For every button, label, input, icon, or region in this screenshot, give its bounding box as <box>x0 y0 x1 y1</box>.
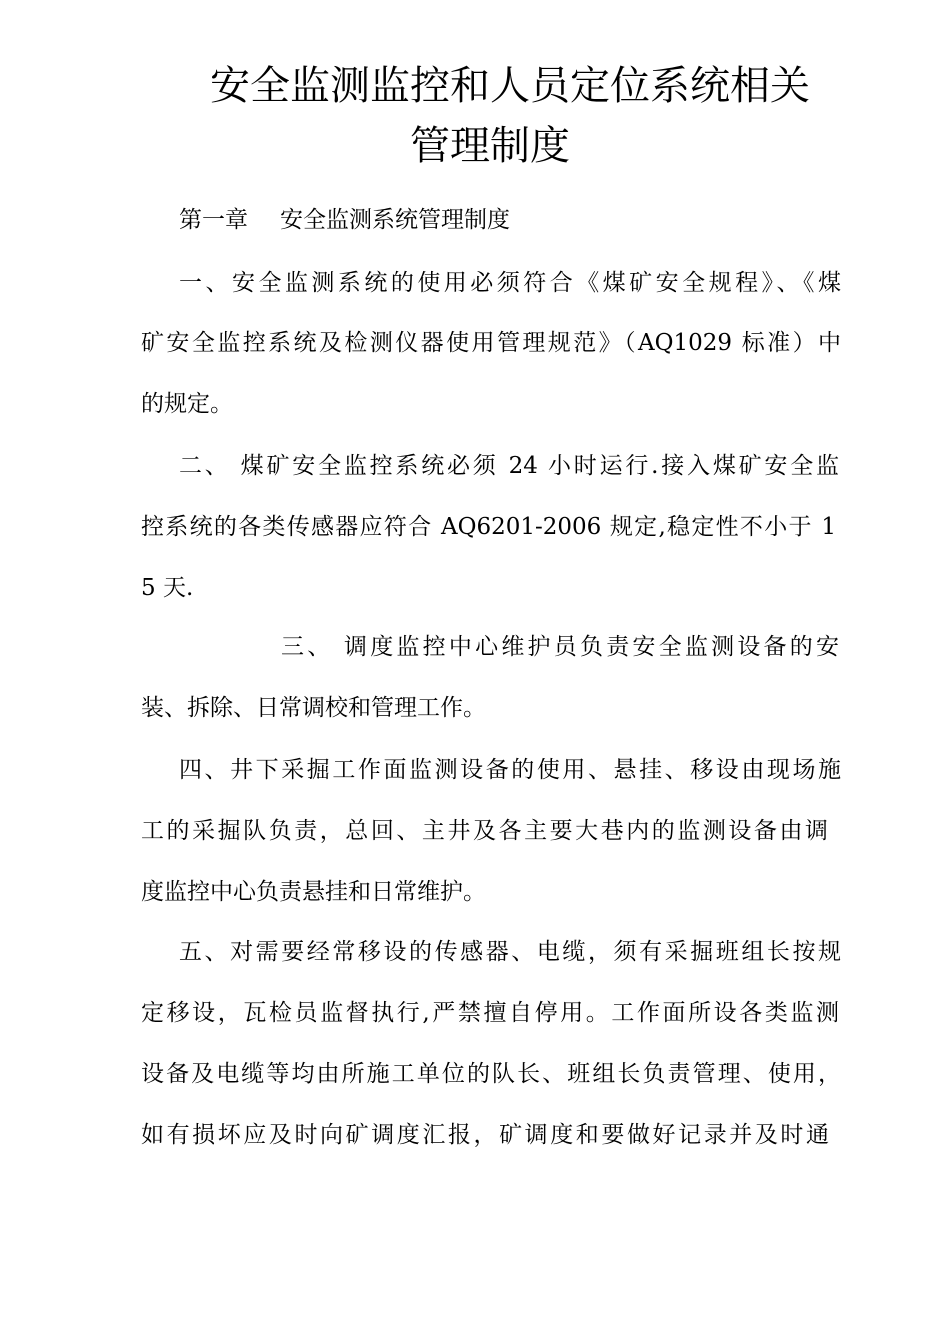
document-title-line-2: 管理制度 <box>410 123 570 169</box>
item-2-line-3: 5 天. <box>141 575 194 601</box>
item-4-line-3: 度监控中心负责悬挂和日常维护。 <box>141 879 486 905</box>
chapter-heading <box>179 208 879 232</box>
item-4-line-1: 四、井下采掘工作面监测设备的使用、悬挂、移设由现场施 <box>179 757 841 783</box>
document-title-line-1: 安全监测监控和人员定位系统相关 <box>210 63 810 109</box>
item-4-line-2: 工的采掘队负责，总回、主井及各主要大巷内的监测设备由调 <box>141 818 828 844</box>
item-2-line-2: 控系统的各类传感器应符合 AQ6201-2006 规定,稳定性不小于 1 <box>141 514 836 540</box>
chapter-name: 安全监测系统管理制度 <box>280 207 510 233</box>
item-5-line-3: 设备及电缆等均由所施工单位的队长、班组长负责管理、使用， <box>141 1061 841 1087</box>
item-1-line-1: 一、安全监测系统的使用必须符合《煤矿安全规程》、《煤 <box>179 270 841 296</box>
item-5-line-4: 如有损坏应及时向矿调度汇报，矿调度和要做好记录并及时通 <box>141 1122 829 1148</box>
item-5-line-2: 定移设，瓦检员监督执行,严禁擅自停用。工作面所设各类监测 <box>141 1000 839 1026</box>
chapter-number: 第一章 <box>179 207 248 233</box>
item-1-line-3: 的规定。 <box>141 391 233 417</box>
item-1-line-2: 矿安全监控系统及检测仪器使用管理规范》（AQ1029 标准）中 <box>141 330 841 356</box>
item-3-line-1: 三、 调度监控中心维护员负责安全监测设备的安 <box>281 634 839 660</box>
item-2-line-1: 二、 煤矿安全监控系统必须 24 小时运行.接入煤矿安全监 <box>179 453 839 479</box>
item-3-line-2: 装、拆除、日常调校和管理工作。 <box>141 695 486 721</box>
item-5-line-1: 五、对需要经常移设的传感器、电缆，须有采掘班组长按规 <box>179 939 841 965</box>
